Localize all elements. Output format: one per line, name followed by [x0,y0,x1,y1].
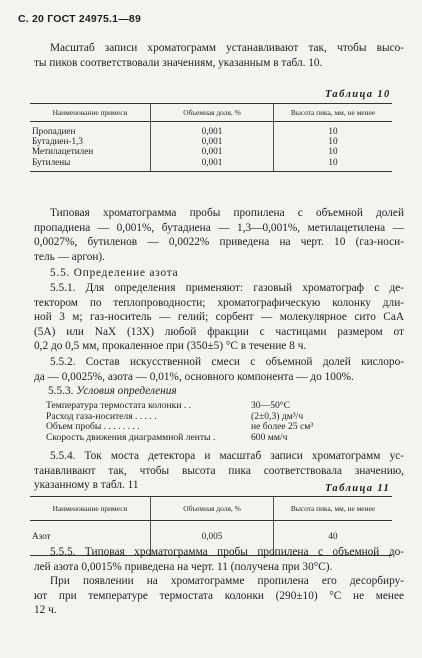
text-line: Типовая хроматограмма пробы пропилена с объемной долей [50,207,404,219]
condition-value: 30—50°С [251,400,291,411]
condition-value: (2±0,3) дм³/ч [251,410,304,422]
conditions-list [46,401,313,443]
table-cell: 0,001 [151,122,274,137]
table-cell: 10 [274,157,393,172]
text-line: 0,0027%, бутиленов — 0,0022% приведена на черт. 10 (газ-носи- [34,236,404,249]
condition-label: Температура термостата колонки . . [46,400,192,411]
text-line: пропадиена — 0,001%, бутадиена — 1,3—0,001%, метилацетилена — [34,221,404,234]
table-cell: Азот [30,521,151,556]
text-line: 0,2 до 0,5 мм, прокаленное при (350±5) °С в течение 8 ч. [34,340,307,353]
table-cell: 10 [274,136,393,146]
paragraph-5-5-3 [48,385,177,397]
paragraph-typical-chromatogram [34,206,404,264]
text-line: Масштаб записи хроматограмм устанавливают так, чтобы высо- [50,42,404,54]
section-number: 5.5.3. [48,385,74,397]
text-line: тектором по теплопроводности; хроматографическую колонку дли- [34,296,404,309]
table-cell: 0,001 [151,136,274,146]
paragraph-5-5-1 [34,281,404,354]
text-line: указанному в табл. 11 [34,479,139,492]
table-10 [30,103,392,172]
text-line: ной 3 м; газ-носитель — гелий; сорбент — молекулярное сито CaA [34,311,404,324]
table-cell: Бутадиен-1,3 [32,136,83,147]
table-cell: 10 [274,122,393,137]
section-title: Условия определения [76,385,177,397]
table-cell: 0,005 [151,521,274,556]
paragraph-scale [34,41,404,70]
table-cell: 0,001 [151,157,274,172]
page-header: С. 20 ГОСТ 24975.1—89 [18,13,141,25]
paragraph-5-5-2 [34,355,404,384]
text-line: 5.5.2. Состав искусственной смеси с объемной долей кислоро- [50,356,404,368]
text-line: 5.5.1. Для определения применяют: газовый хроматограф с де- [50,282,404,294]
table-row [30,146,392,156]
condition-value: не более 25 см³ [251,421,314,433]
table-cell: Бутилены [30,157,151,172]
text-line: 5.5.5. Типовая хроматограмма пробы пропилена с объемной до- [50,546,404,558]
condition-label: Скорость движения диаграммной ленты . [46,431,216,443]
column-header: Высота пика, мм, не менее [274,497,393,521]
text-line: (5A) или NaX (13X) любой фракции с частицами размером от [34,325,404,338]
table-cell: Пропадиен [32,126,76,136]
table-row [30,157,392,172]
table-row [30,136,392,146]
condition-row [46,433,313,444]
table-cell: 10 [274,146,393,156]
condition-label: Объем пробы . . . . . . . . [46,421,140,433]
text-line: тель — аргон). [34,250,105,263]
section-heading-5-5 [34,266,404,281]
column-header: Высота пика, мм, не менее [274,104,393,122]
column-header: Наименование примеси [30,104,151,122]
table-header-row [30,497,392,521]
column-header: Наименование примеси [30,497,151,521]
text-line: танавливают так, чтобы высота пика соответствовала значению, [34,464,404,477]
table-row [30,122,392,137]
table-cell: Метилацетилен [32,146,94,157]
paragraph-5-5-5 [34,545,404,618]
text-line: 5.5.4. Ток моста детектора и масштаб записи хроматограмм ус- [50,450,404,462]
table-11-caption: Таблица 11 [325,483,391,494]
text-line: 12 ч. [34,604,57,617]
text-line: ты пиков соответствовали значениям, указанным в табл. 10. [34,56,323,69]
table-cell: 40 [274,521,393,556]
section-title: 5.5. Определение азота [50,267,179,279]
text-line: лей азота 0,0015% приведена на черт. 11 (получена при 30°С). [34,560,333,573]
table-cell: 0,001 [151,146,274,156]
text-line: При появлении на хроматограмме пропилена его десорбиру- [50,575,404,588]
column-header: Объемная доля, % [151,497,274,521]
column-header: Объемная доля, % [151,104,274,122]
condition-label: Расход газа-носителя . . . . . [46,410,157,422]
text-line: да — 0,0025%, азота — 0,01%, основного компонента — до 100%. [34,370,354,383]
text-line: ют при температуре термостата колонки (290±10) °С не менее [34,589,404,602]
condition-row [46,401,313,412]
condition-value: 600 мм/ч [251,431,288,443]
table-10-caption: Таблица 10 [325,89,391,100]
table-header-row [30,104,392,122]
